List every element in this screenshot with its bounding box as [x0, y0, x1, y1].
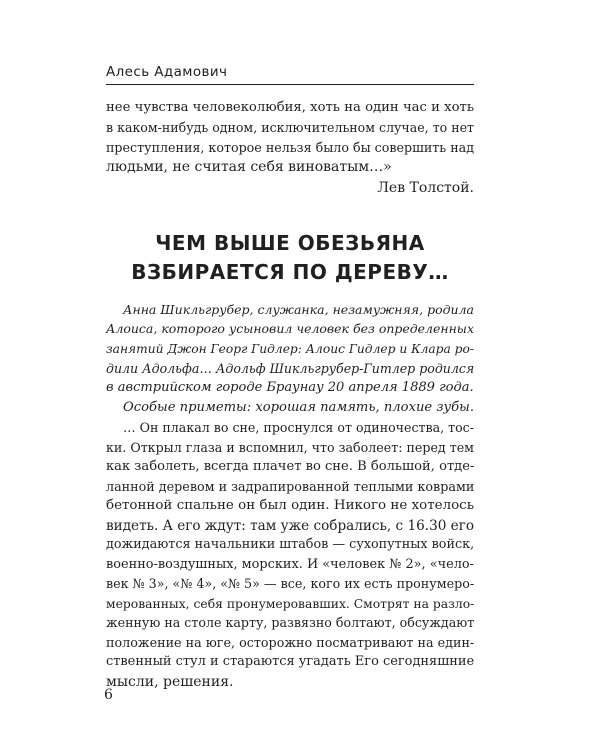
body-line: век № 3», «№ 4», «№ 5» — все, кого их есть пронумеро- — [106, 576, 475, 591]
body-line: … Он плакал во сне, проснулся от одиночества, тос- — [123, 420, 474, 435]
body-line: мерованных, себя пронумеровавших. Смотрят на разло- — [106, 596, 475, 611]
chapter-title-line-2: ВЗБИРАЕТСЯ ПО ДЕРЕВУ… — [131, 260, 449, 284]
body-line: как заболеть, всегда плачет во сне. В большой, отде- — [106, 459, 475, 474]
chapter-title-line-1: ЧЕМ ВЫШЕ ОБЕЗЬЯНА — [155, 231, 425, 255]
body-line: дожидаются начальники штабов — сухопутных войск, — [106, 537, 475, 552]
page-number: 6 — [104, 687, 113, 703]
epigraph-line: нее чувства человеколюбия, хоть на один час и хоть — [106, 100, 474, 115]
body-line: ки. Открыл глаза и вспомнил, что заболеет: перед тем — [106, 439, 474, 455]
body-line: бетонной спальне он был один. Никого не хотелось — [106, 498, 474, 513]
italic-line: занятий Джон Георг Гидлер: Алоис Гидлер и Клара ро- — [106, 342, 474, 356]
running-head — [106, 64, 474, 85]
epigraph-line: в каком-нибудь одном, исключительном случае, то нет — [106, 120, 474, 135]
running-head-author: Алесь Адамович — [106, 64, 228, 80]
epigraph-attribution: Лев Толстой. — [377, 180, 474, 196]
body-line: положение на юге, осторожно посматривают на един- — [106, 634, 475, 650]
italic-line: в австрийском городе Браунау 20 апреля 1889 года. — [106, 380, 474, 395]
italic-line: Анна Шикльгрубер, служанка, незамужняя, родила — [123, 302, 474, 317]
epigraph-line: людьми, не считая себя виноватым…» — [106, 159, 392, 175]
italic-line: Алоиса, которого усыновил человек без определенных — [106, 321, 474, 336]
body-line: мысли, решения. — [106, 673, 234, 690]
epigraph-line: преступления, которое нельзя было бы совершить над — [106, 140, 474, 155]
body-line: ственный стул и стараются угадать Его сегодняшние — [106, 654, 475, 669]
body-line: ланной деревом и задрапированной теплыми коврами — [106, 478, 475, 494]
body-line: военно-воздушных, морских. И «человек № 2», «чело- — [106, 556, 475, 572]
body-line: видеть. А его ждут: там уже собрались, с 16.30 его — [106, 517, 474, 534]
italic-line: дили Адольфа… Адольф Шикльгрубер-Гитлер родился — [106, 361, 475, 376]
special-marks-line: Особые приметы: хорошая память, плохие зубы. — [123, 400, 475, 415]
body-line: женную на столе карту, развязно болтают, обсуждают — [106, 615, 475, 630]
